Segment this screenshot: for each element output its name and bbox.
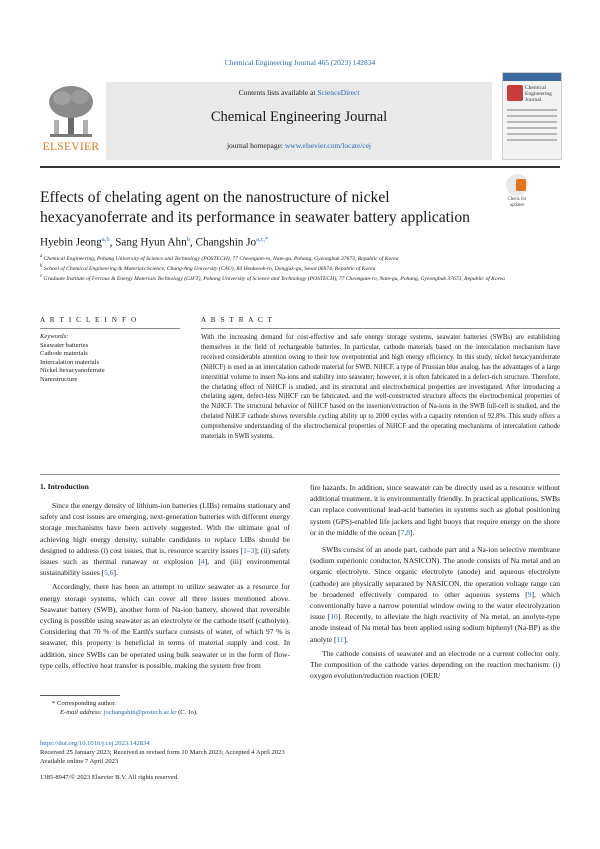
contents-line	[106, 88, 492, 97]
cover-lines	[507, 109, 557, 145]
publisher-name: ELSEVIER	[42, 141, 100, 153]
citation-link[interactable]: 9	[527, 589, 532, 599]
affiliation-text: Chemical Engineering, Pohang University of Science and Technology (POSTECH), 77 Cheongam-ro, Nam-gu, Pohang, Gyeongbuk 37673, Republic of Korea	[43, 255, 399, 262]
article-info-rule	[40, 328, 180, 329]
journal-cover-thumbnail[interactable]	[502, 72, 562, 160]
cover-band	[503, 73, 561, 81]
paragraph: SWBs consist of an anode part, cathode part and a Na-ion selective membrane (sodium superionic conductor, NASICON). The anode consists of Na metal and an organic electrolyte. Since organic electrolyte (anode) and aqueous electrolyte (cathode) are physically separated by NASICON, the operation voltage range can be broadened effectively compared to other aqueous systems [9], which conventionally have a narrow potential window owing to the water electrolyzation issue [10]. Recently, to alleviate the high reactivity of Na metal, an anolyte-type anode instead of Na metal has been applied using sodium biphenyl (Na-BP) as the anolyte [11].	[310, 545, 560, 644]
journal-masthead	[106, 82, 492, 160]
keywords-heading: Keywords:	[40, 333, 69, 340]
sciencedirect-link[interactable]: ScienceDirect	[317, 88, 360, 97]
elsevier-tree-icon	[46, 84, 96, 140]
citation-link[interactable]: 7,8	[400, 527, 410, 537]
abstract-rule	[201, 328, 560, 329]
citation-link[interactable]: 4	[200, 557, 205, 567]
email-line	[52, 708, 352, 717]
citation-link[interactable]: 1–3	[243, 545, 255, 555]
paper-title: Effects of chelating agent on the nanostructure of nickel hexacyanoferrate and its performance in seawater battery application	[40, 189, 470, 226]
citation-link[interactable]: 11	[336, 634, 344, 644]
author-name[interactable]: Changshin Jo	[195, 236, 257, 249]
affiliation-item	[40, 253, 560, 263]
homepage-link[interactable]: www.elsevier.com/locate/cej	[284, 141, 372, 150]
abstract-text: With the increasing demand for cost-effective and safe energy storage systems, seawater batteries (SWBs) are establishing themselves in the field of rechargeable batteries. In particular, cathode materials based on the intercalation mechanism have received considerable attention owing to their low overpotential and high energy efficiency. In this study, nickel hexacyanoferrate (NiHCF) is used as an intercalation cathode material for SWB. NiHCF, a type of Prussian blue analog, has the advantages of a large interstitial volume to insert Na-ions and stability into seawater; however, it is often fabricated in a defect-rich structure. Therefore, the chelating effect of NiHCF is studied, and its structural and electrochemical properties are investigated. After introducing a chelating agent, defect-less NiHCF can be fabricated, and the well-constructed structure affects the electrochemical properties of the NiHCF. The structural behavior of NiHCF based on the insertion/extraction of Na-ions in the SWB full-cell is studied, and the chelated NiHCF cathode shows reversible cycling ability up to 2000 cycles with a capacity retention of 92.8%. This study offers a comprehensive understanding of the electrochemical properties of NiHCF and the operating mechanisms of intercalation cathode materials in SWB systems.	[201, 334, 560, 441]
citation-link[interactable]: 10	[330, 612, 338, 622]
journal-reference[interactable]: Chemical Engineering Journal 465 (2023) 142834	[224, 58, 376, 67]
author-name[interactable]: Sang Hyun Ahn	[115, 236, 187, 249]
affiliation-text: Graduate Institute of Ferrous & Energy Materials Technology (GIFT), Pohang University of Science and Technology (POSTECH), 77 Cheongam-ro, Nam-gu, Pohang, Gyeongbuk 37673, Republic of Korea	[43, 275, 505, 282]
footnote-rule	[40, 695, 120, 696]
article-footer	[40, 740, 440, 783]
keyword-item: Intercalation materials	[40, 358, 100, 366]
badge-label: Check for updates	[507, 197, 527, 208]
body-column-right	[310, 482, 560, 684]
abstract-bottom-rule	[40, 474, 560, 475]
author-sup[interactable]: a,c,*	[256, 236, 269, 243]
affiliation-sup: a	[40, 254, 43, 259]
abstract-heading: A B S T R A C T	[201, 316, 274, 324]
email-suffix: (C. Jo).	[176, 709, 198, 716]
journal-header	[40, 82, 560, 160]
homepage-prefix: journal homepage:	[226, 141, 285, 150]
contents-prefix: Contents lists available at	[238, 88, 318, 97]
keywords-block	[40, 333, 180, 384]
affiliation-item	[40, 263, 560, 273]
paragraph: Since the energy density of lithium-ion batteries (LIBs) remains stationary and safety and cost issues are emerging, next-generation batteries with different energy storage mechanisms have been actively suggested. With the ultimate goal of achieving high energy density, suitable candidates to replace LIBs should be designed to address (i) cost issues, that is, resource scarcity issues [1–3]; (ii) safety issues such as thermal runaway or explosion [4], and (iii) environmental sustainability issues [5,6].	[40, 501, 290, 578]
check-for-updates-icon	[506, 174, 528, 196]
author-sup[interactable]: b	[186, 236, 190, 243]
author-name[interactable]: Hyebin Jeong	[40, 236, 102, 249]
affiliation-item	[40, 273, 560, 283]
keyword-item: Seawater batteries	[40, 341, 89, 349]
homepage-line	[106, 141, 492, 150]
copyright: 1385-8947/© 2023 Elsevier B.V. All rights reserved.	[40, 774, 179, 782]
keyword-item: Nanostructure	[40, 375, 78, 383]
author-sup[interactable]: a,b	[101, 236, 110, 243]
check-for-updates-badge[interactable]	[502, 174, 532, 212]
author-list: Hyebin Jeong$^{a,b}$, Sang Hyun Ahn$^b$, Changshin $Jo^{a,c,*}$	[40, 236, 269, 249]
publisher-logo[interactable]	[40, 82, 102, 158]
corresponding-label: * Corresponding author.	[52, 700, 116, 707]
body-column-left	[40, 500, 290, 674]
received-dates: Received 25 January 2023; Received in revised form 10 March 2023; Accepted 4 April 2023	[40, 748, 285, 756]
header-divider	[40, 166, 560, 168]
cover-title: Chemical Engineering Journal	[525, 85, 552, 103]
affiliations	[40, 253, 560, 283]
doi-link[interactable]: https://doi.org/10.1016/j.cej.2023.142834	[40, 740, 150, 747]
citation-link[interactable]: 5,6	[104, 568, 114, 578]
cover-art-icon	[507, 85, 523, 101]
paragraph: The cathode consists of seawater and an electrode or a current collector only. The composition of the cathode varies depending on the reaction mechanism: (i) oxygen evolution/reduction reaction (OER/	[310, 648, 560, 681]
affiliation-sup: c	[40, 274, 43, 280]
keyword-item: Nickel hexacyanoferrate	[40, 367, 105, 374]
email-link[interactable]: jochangshin@postech.ac.kr	[103, 709, 177, 716]
affiliation-text: School of Chemical Engineering & Materials Science, Chung-Ang University (CAU), 84 Heukseok-ro, Dongjak-gu, Seoul 06974, Republic of Korea	[43, 265, 376, 272]
corresponding-author-footnote	[52, 699, 352, 717]
journal-title: Chemical Engineering Journal	[210, 109, 388, 125]
article-info-heading: A R T I C L E I N F O	[40, 316, 138, 324]
email-label: E-mail address:	[60, 709, 104, 716]
paragraph: Accordingly, there has been an attempt to utilize seawater as a resource for energy storage systems, which can cover all three issues mentioned above. Seawater battery (SWB), another form of Na-ion battery, showed that reversible cycling is possible using seawater as an electrolyte or the cathode itself (catholyte). Considering that 70 % of the Earth's surface consists of water, of which 97 % is seawater, this property is beneficial in terms of material supply and cost. In addition, since SWBs can be operated using bulk seawater or in the form of flow-type cells, effective heat transfer is possible, making the system free from	[40, 582, 290, 670]
keyword-item: Cathode materials	[40, 350, 88, 357]
affiliation-sup: b	[40, 264, 43, 270]
section-heading-introduction: 1. Introduction	[40, 482, 89, 491]
paragraph: fire hazards. In addition, since seawater can be directly used as a resource without additional treatment, it is environmentally friendly. In practical applications, SWBs can replace conventional lead-acid batteries in systems such as global positioning system (GPS)-enabled life jackets and light buoys that require energy on the shore or in the middle of the ocean [7,8].	[310, 483, 560, 537]
available-online: Available online 7 April 2023	[40, 757, 119, 765]
